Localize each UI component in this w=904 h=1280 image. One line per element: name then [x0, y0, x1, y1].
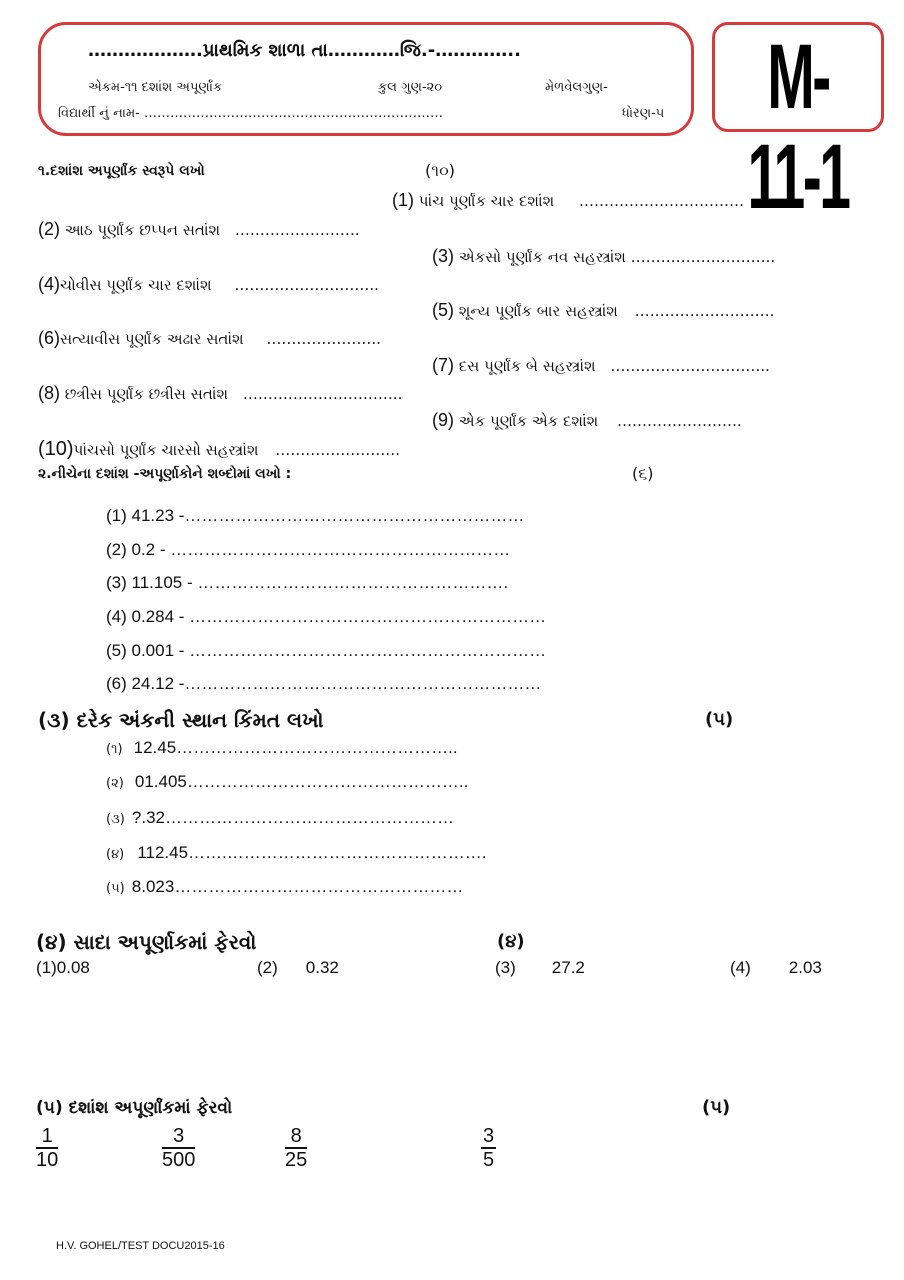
s1-item: (3) એકસો પૂર્ણાંક નવ સહસ્ત્રાંશ ………………………..	[432, 246, 776, 266]
fraction: $\frac{8}{25}$	[285, 1125, 308, 1171]
section4-marks: (૪)	[497, 931, 525, 952]
s2-item: (1) 41.23 -……………………………………………………	[106, 506, 525, 525]
s1-item: (8) છત્રીસ પૂર્ણાંક છત્રીસ સતાંશ …………………………..	[38, 383, 403, 403]
unit-title: એકમ-૧૧ દશાંશ અપૂર્ણાંક	[88, 80, 223, 95]
s1-item: (1) પાંચ પૂર્ણાંક ચાર દશાંશ ……………………………	[392, 190, 744, 210]
fraction: $\frac{3}{500}$	[162, 1125, 196, 1171]
fraction: $\frac{1}{10}$	[36, 1125, 59, 1171]
s1-item: (10)પાંચસો પૂર્ણાંક ચારસો સહસ્ત્રાંશ …………………….	[38, 438, 400, 460]
section2-marks: (૬)	[632, 464, 654, 483]
student-name: વિદ્યાર્થી નું નામ- ……………………………………………………………	[58, 106, 443, 121]
s1-item: (6)સત્યાવીસ પૂર્ણાંક અઢાર સતાંશ …………………..	[38, 328, 381, 348]
worksheet-code: M-11-1	[747, 26, 849, 228]
fraction: $\frac{3}{5}$	[483, 1125, 495, 1171]
section1-title: ૧.દશાંશ અપૂર્ણાંક સ્વરૂપે લખો	[38, 163, 205, 179]
s3-item: (૨) 01.405…………………………………………..	[106, 772, 469, 791]
s2-item: (3) 11.105 - ……………………………………………….	[106, 573, 509, 592]
s4-item: (2) 0.32	[257, 958, 339, 977]
section3-marks: (૫)	[705, 709, 734, 730]
obtained-marks: મેળવેલગુણ-	[545, 80, 608, 95]
section1-marks: (૧૦)	[425, 161, 455, 180]
s4-item: (1)0.08	[36, 958, 90, 977]
s3-item: (૩) ?.32……………………………………………	[106, 808, 454, 827]
standard: ધોરણ-૫	[622, 106, 665, 121]
code-box	[712, 22, 884, 228]
section2-title: ૨.નીચેના દશાંશ -અપૂર્ણાકોને શબ્દોમાં લખો :	[38, 466, 292, 482]
s4-item: (4) 2.03	[730, 958, 822, 977]
s3-item: (૫) 8.023……………………………………………	[106, 877, 464, 896]
s3-item: (૪) 112.45…….……………………………………….	[106, 843, 487, 862]
footer-credit: H.V. GOHEL/TEST DOCU2015-16	[56, 1240, 225, 1252]
s4-item: (3) 27.2	[495, 958, 585, 977]
s2-item: (5) 0.001 - ………………………………………………………	[106, 641, 547, 660]
s2-item: (2) 0.2 - ……………………………………………………	[106, 540, 511, 559]
section4-title: (૪) સાદા અપૂર્ણાકમાં ફેરવો	[36, 930, 257, 954]
s1-item: (4)ચોવીસ પૂર્ણાંક ચાર દશાંશ ………………………..	[38, 274, 379, 294]
s1-item: (5) શૂન્ય પૂર્ણાંક બાર સહસ્ત્રાંશ ……………………….	[432, 300, 775, 320]
s1-item: (9) એક પૂર્ણાંક એક દશાંશ …………………….	[432, 410, 742, 430]
total-marks: કુલ ગુણ-૨૦	[378, 80, 443, 95]
s1-item: (2) આઠ પૂર્ણાંક છપ્પન સતાંશ …………………….	[38, 219, 360, 239]
section5-marks: (૫)	[702, 1097, 731, 1118]
s2-item: (4) 0.284 - ………………………………………………………	[106, 607, 547, 626]
s2-item: (6) 24.12 -………………………………………………………	[106, 674, 542, 693]
section3-title: (૩) દરેક અંકની સ્થાન કિંમત લખો	[38, 708, 324, 732]
s1-item: (7) દસ પૂર્ણાંક બે સહસ્ત્રાંશ …………………………..	[432, 355, 770, 375]
s3-item: (૧) 12.45…………………………………………..	[106, 738, 458, 757]
school-line: ……………….પ્રાથમિક શાળા તા…………જિ.-…………..	[88, 40, 521, 61]
section5-title: (૫) દશાંશ અપૂર્ણાંકમાં ફેરવો	[36, 1098, 233, 1118]
